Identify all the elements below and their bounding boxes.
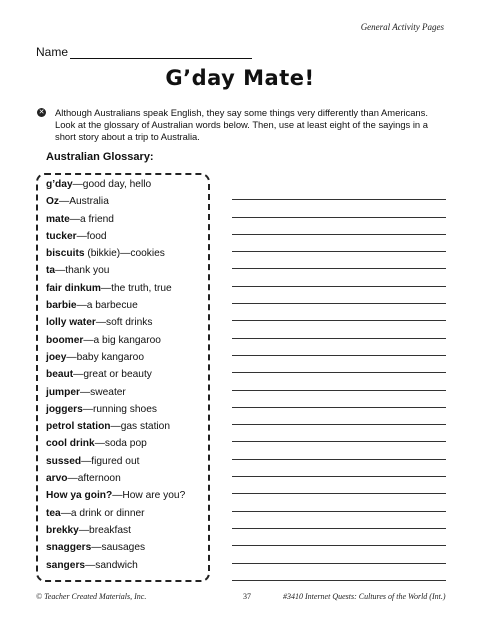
glossary-definition: —food <box>76 230 107 242</box>
glossary-entry <box>46 349 211 366</box>
glossary-entry <box>46 245 211 262</box>
glossary-term: sangers <box>46 559 86 571</box>
glossary-term: joggers <box>46 403 83 415</box>
glossary-term: cool drink <box>46 438 95 450</box>
glossary-entry <box>46 557 211 574</box>
glossary-definition: —soda pop <box>94 438 147 450</box>
writing-line[interactable] <box>232 546 446 563</box>
glossary-entry <box>46 211 211 228</box>
writing-line[interactable] <box>232 235 446 252</box>
glossary-definition: —a drink or dinner <box>60 507 145 519</box>
name-blank-line[interactable] <box>70 47 252 59</box>
glossary-term: petrol station <box>46 421 111 433</box>
glossary-entry <box>46 384 211 401</box>
glossary-entry <box>46 193 211 210</box>
glossary-term: Oz <box>46 196 60 208</box>
glossary-term: beaut <box>46 369 74 381</box>
glossary-entry <box>46 522 211 539</box>
glossary-entry <box>46 435 211 452</box>
writing-line[interactable] <box>232 200 446 217</box>
writing-line[interactable] <box>232 494 446 511</box>
glossary-term: biscuits <box>46 248 85 260</box>
writing-line[interactable] <box>232 408 446 425</box>
glossary-entry <box>46 539 211 556</box>
glossary-definition: —How are you? <box>112 490 186 502</box>
glossary-term: barbie <box>46 300 77 312</box>
writing-line[interactable] <box>232 321 446 338</box>
glossary-term: jumper <box>46 386 80 398</box>
glossary-definition: (bikkie)—cookies <box>84 248 165 260</box>
glossary-term: g’day <box>46 179 73 190</box>
glossary-definition: —a friend <box>69 213 114 225</box>
glossary-term: tucker <box>46 230 77 242</box>
glossary-definition: —a big kangaroo <box>83 334 161 346</box>
glossary-definition: —Australia <box>59 196 109 208</box>
glossary-term: ta <box>46 265 56 277</box>
glossary-definition: —sandwich <box>85 559 138 571</box>
glossary-definition: —the truth, true <box>100 282 172 294</box>
writing-line[interactable] <box>232 477 446 494</box>
glossary-heading: Australian Glossary: <box>46 151 154 163</box>
instructions-text: Although Australians speak English, they say some things very differently than Americans. Look at the glossary of Australian words below. Then, use at least eight of the sayings in a short story about a trip to Australia. <box>55 107 428 142</box>
glossary-definition: —baby kangaroo <box>66 351 144 363</box>
writing-line[interactable] <box>232 252 446 269</box>
glossary-entry <box>46 487 211 504</box>
glossary-entry <box>46 280 211 297</box>
glossary-entry <box>46 332 211 349</box>
glossary-definition: —sweater <box>79 386 126 398</box>
glossary-term: lolly water <box>46 317 96 329</box>
glossary-entry <box>46 453 211 470</box>
writing-line[interactable] <box>232 391 446 408</box>
writing-line[interactable] <box>232 425 446 442</box>
section-header: General Activity Pages <box>360 22 444 32</box>
writing-line[interactable] <box>232 512 446 529</box>
glossary-definition: —great or beauty <box>73 369 152 381</box>
writing-line[interactable] <box>232 442 446 459</box>
glossary-term: How ya goin? <box>46 490 113 502</box>
glossary-entry <box>46 314 211 331</box>
glossary-entry <box>46 418 211 435</box>
writing-line[interactable] <box>232 269 446 286</box>
glossary-definition: —sausages <box>91 542 146 554</box>
glossary-list <box>46 176 211 574</box>
glossary-entry <box>46 228 211 245</box>
footer-book-title: #3410 Internet Quests: Cultures of the World (Int.) <box>283 592 446 601</box>
footer-publisher: © Teacher Created Materials, Inc. <box>36 592 147 601</box>
writing-line[interactable] <box>232 373 446 390</box>
glossary-definition: —running shoes <box>82 403 157 415</box>
footer-page-number: 37 <box>243 592 251 601</box>
writing-line[interactable] <box>232 529 446 546</box>
footer <box>0 592 480 606</box>
glossary-entry <box>46 505 211 522</box>
glossary-definition: —a barbecue <box>76 300 138 312</box>
glossary-definition: —thank you <box>55 265 110 277</box>
glossary-definition: —breakfast <box>78 524 131 536</box>
glossary-entry <box>46 262 211 279</box>
glossary-definition: —gas station <box>110 421 170 433</box>
writing-line[interactable] <box>232 339 446 356</box>
writing-line[interactable] <box>232 218 446 235</box>
glossary-definition: —afternoon <box>67 473 121 485</box>
glossary-entry <box>46 176 211 193</box>
writing-line[interactable] <box>232 183 446 200</box>
writing-line[interactable] <box>232 460 446 477</box>
glossary-term: snaggers <box>46 542 92 554</box>
writing-area <box>232 183 446 581</box>
writing-line[interactable] <box>232 356 446 373</box>
glossary-entry <box>46 366 211 383</box>
bullet-icon: ✕ <box>38 109 45 116</box>
glossary-entry <box>46 401 211 418</box>
glossary-term: sussed <box>46 455 82 467</box>
page-title: G’day Mate! <box>165 66 315 90</box>
glossary-term: boomer <box>46 334 84 346</box>
glossary-term: brekky <box>46 524 79 536</box>
glossary-definition: —good day, hello <box>72 179 152 190</box>
glossary-term: fair dinkum <box>46 282 101 294</box>
instructions <box>38 107 450 143</box>
name-label: Name <box>36 45 69 59</box>
glossary-term: arvo <box>46 473 68 485</box>
glossary-definition: —figured out <box>81 455 140 467</box>
glossary-term: tea <box>46 507 61 519</box>
glossary-term: joey <box>46 351 67 363</box>
glossary-entry <box>46 297 211 314</box>
name-field-row <box>36 45 252 59</box>
glossary-term: mate <box>46 213 70 225</box>
writing-line[interactable] <box>232 564 446 581</box>
writing-line[interactable] <box>232 304 446 321</box>
glossary-entry <box>46 470 211 487</box>
writing-line[interactable] <box>232 287 446 304</box>
glossary-definition: —soft drinks <box>95 317 153 329</box>
